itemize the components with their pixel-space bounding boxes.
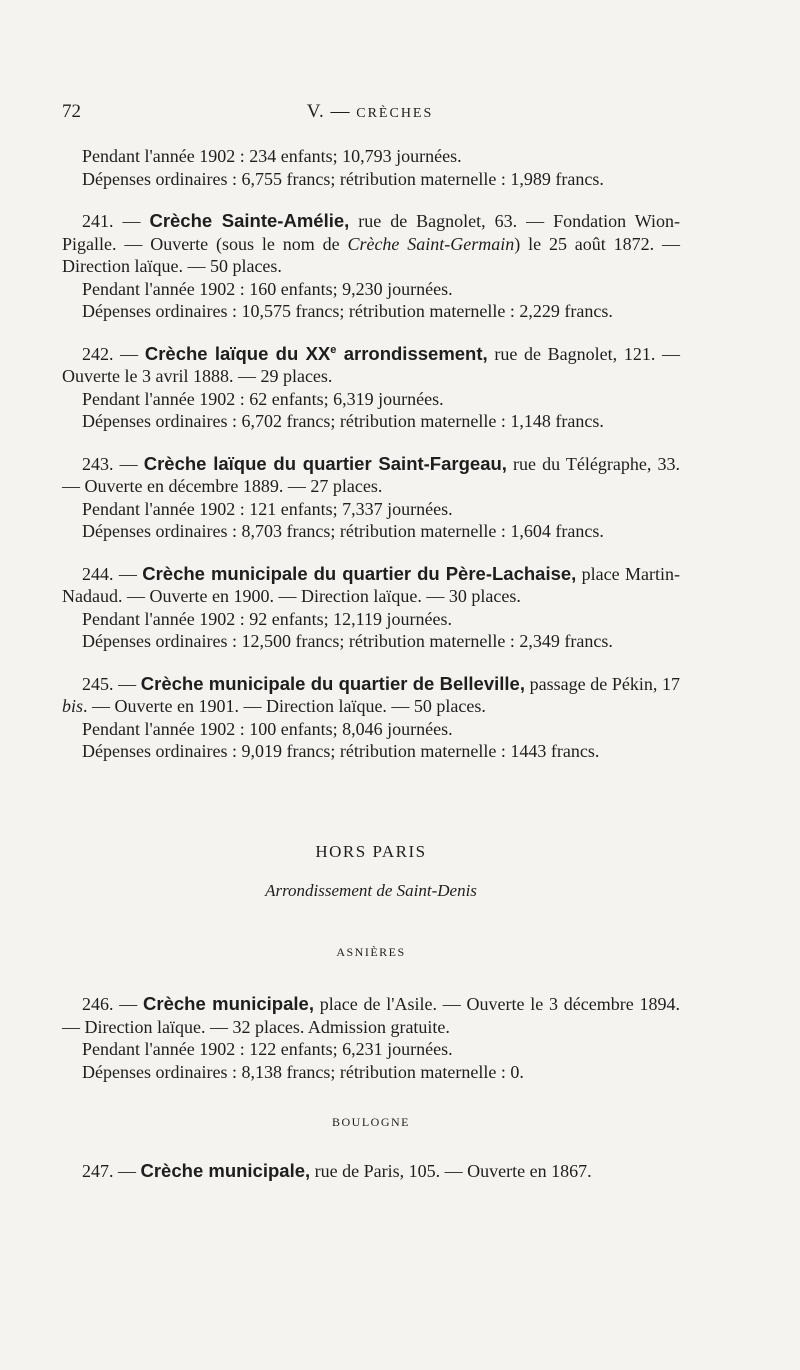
entry-240-continuation xyxy=(62,145,680,190)
entry-description: 242. — Crèche laïque du XXe arrondissement, rue de Bagnolet, 121. — Ouverte le 3 avril 1888. — 29 places. xyxy=(62,342,681,386)
stats-line: Pendant l'année 1902 : 62 enfants; 6,319 journées. xyxy=(82,388,444,409)
page-body xyxy=(62,145,680,1200)
entry-description: 243. — Crèche laïque du quartier Saint-Fargeau, rue du Télégraphe, 33. — Ouverte en décembre 1889. — 27 places. xyxy=(62,452,680,496)
creche-name: Crèche municipale du quartier du Père-Lachaise, xyxy=(142,562,577,584)
creche-name: Crèche municipale, xyxy=(143,993,314,1014)
page-number: 72 xyxy=(62,101,81,122)
entry-244 xyxy=(62,563,680,653)
section-subtitle: Arrondissement de Saint-Denis xyxy=(265,881,477,900)
entry-description: 247. — Crèche municipale, rue de Paris, 105. — Ouverte en 1867. xyxy=(82,1159,592,1181)
stats-line: Pendant l'année 1902 : 121 enfants; 7,337 journées. xyxy=(82,498,453,519)
creche-name: Crèche municipale, xyxy=(140,1159,311,1181)
section-title: HORS PARIS xyxy=(315,841,427,861)
chapter-title: V. — CRÈCHES xyxy=(306,101,434,122)
entry-description: 246. — Crèche municipale, place de l'Asile. — Ouverte le 3 décembre 1894. — Direction laïque. — 32 places. Admission gratuite. xyxy=(62,993,680,1037)
stats-line: Pendant l'année 1902 : 100 enfants; 8,046 journées. xyxy=(82,718,453,739)
town-heading-asnieres: ASNIÈRES xyxy=(336,944,406,959)
creche-name: Crèche Sainte-Amélie, xyxy=(149,210,350,231)
entry-243 xyxy=(62,453,680,543)
creche-name: Crèche laïque du XXe arrondissement, xyxy=(144,342,488,364)
stats-line: Pendant l'année 1902 : 160 enfants; 9,230 journées. xyxy=(82,278,453,299)
creche-name: Crèche municipale du quartier de Belleville, xyxy=(140,672,525,694)
entry-242 xyxy=(62,343,680,433)
running-header xyxy=(62,101,678,125)
entry-241 xyxy=(62,210,680,323)
creche-name: Crèche laïque du quartier Saint-Fargeau, xyxy=(143,452,507,474)
entry-247 xyxy=(62,1160,680,1183)
entry-246 xyxy=(62,993,680,1083)
entry-description: 241. — Crèche Sainte-Amélie, rue de Bagnolet, 63. — Fondation Wion-Pigalle. — Ouverte (sous le nom de Crèche Saint-Germain) le 25 août 1872. — Direction laïque. — 50 places. xyxy=(62,210,681,276)
expenses-line: Dépenses ordinaires : 10,575 francs; rétribution maternelle : 2,229 francs. xyxy=(82,301,613,321)
town-heading-boulogne: BOULOGNE xyxy=(332,1115,410,1129)
stats-line: Pendant l'année 1902 : 92 enfants; 12,119 journées. xyxy=(82,608,452,629)
stats-line: Pendant l'année 1902 : 234 enfants; 10,793 journées. xyxy=(82,146,462,166)
entry-description: 244. — Crèche municipale du quartier du Père-Lachaise, place Martin-Nadaud. — Ouverte en 1900. — Direction laïque. — 30 places. xyxy=(62,562,680,606)
stats-line: Pendant l'année 1902 : 122 enfants; 6,231 journées. xyxy=(82,1039,453,1059)
expenses-line: Dépenses ordinaires : 8,703 francs; rétribution maternelle : 1,604 francs. xyxy=(82,521,604,541)
entry-description: 245. — Crèche municipale du quartier de Belleville, passage de Pékin, 17 bis. — Ouverte en 1901. — Direction laïque. — 50 places. xyxy=(62,672,680,716)
expenses-line: Dépenses ordinaires : 6,702 francs; rétribution maternelle : 1,148 francs. xyxy=(82,411,604,431)
expenses-line: Dépenses ordinaires : 12,500 francs; rétribution maternelle : 2,349 francs. xyxy=(82,631,613,651)
expenses-line: Dépenses ordinaires : 6,755 francs; rétribution maternelle : 1,989 francs. xyxy=(82,168,604,189)
entry-245 xyxy=(62,673,680,763)
expenses-line: Dépenses ordinaires : 9,019 francs; rétribution maternelle : 1443 francs. xyxy=(82,741,600,761)
expenses-line: Dépenses ordinaires : 8,138 francs; rétribution maternelle : 0. xyxy=(82,1061,524,1082)
